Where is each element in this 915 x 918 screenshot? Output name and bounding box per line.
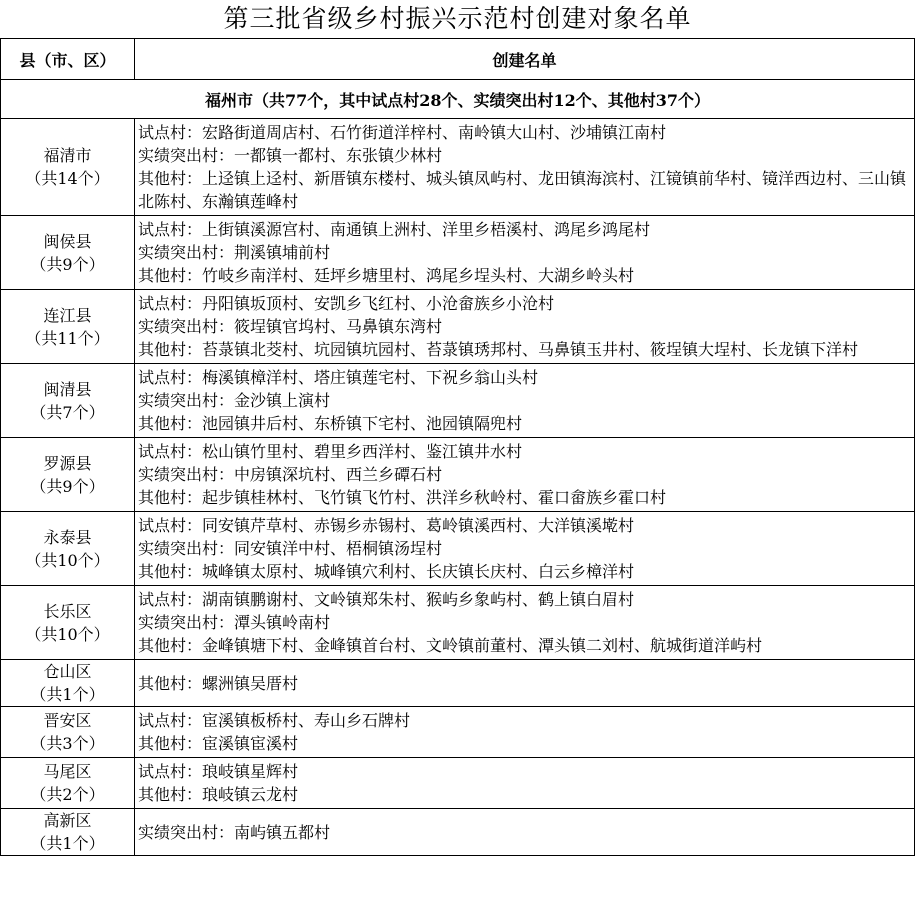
village-category-line: 其他村：螺洲镇吴厝村 xyxy=(138,673,299,693)
village-names-cell xyxy=(135,758,915,809)
village-names-cell xyxy=(135,290,915,364)
village-category-line: 实绩突出村：南屿镇五都村 xyxy=(138,822,331,842)
county-cell xyxy=(1,707,135,758)
county-count: （共9个） xyxy=(30,476,105,496)
county-name: 高新区 xyxy=(43,811,92,830)
village-names-cell xyxy=(135,216,915,290)
header-list: 创建名单 xyxy=(135,39,915,80)
county-cell xyxy=(1,512,135,586)
village-category-line: 实绩突出村：中房镇深坑村、西兰乡磹石村 xyxy=(138,465,443,484)
county-row xyxy=(1,290,915,364)
county-row xyxy=(1,119,915,216)
county-row xyxy=(1,660,915,707)
county-count: （共7个） xyxy=(30,402,105,422)
county-name: 长乐区 xyxy=(43,601,92,621)
village-names-cell xyxy=(135,707,915,758)
county-cell xyxy=(1,290,135,364)
county-name: 福清市 xyxy=(43,146,92,165)
county-count: （共2个） xyxy=(30,785,105,804)
county-row xyxy=(1,512,915,586)
village-category-line: 其他村：宦溪镇宦溪村 xyxy=(138,734,299,753)
village-category-line: 试点村：上街镇溪源宫村、南通镇上洲村、洋里乡梧溪村、鸿尾乡鸿尾村 xyxy=(138,220,651,239)
county-name: 闽侯县 xyxy=(43,231,92,251)
county-name: 永泰县 xyxy=(43,527,92,547)
village-names-cell xyxy=(135,809,915,856)
county-cell xyxy=(1,216,135,290)
village-names-cell xyxy=(135,512,915,586)
county-row xyxy=(1,438,915,512)
village-category-line: 实绩突出村：金沙镇上演村 xyxy=(138,391,331,410)
village-category-line: 其他村：苔菉镇北茭村、坑园镇坑园村、苔菉镇琇邦村、马鼻镇玉井村、筱埕镇大埕村、长龙镇下洋村 xyxy=(138,340,859,359)
county-count: （共1个） xyxy=(30,834,105,853)
village-category-line: 实绩突出村：一都镇一都村、东张镇少林村 xyxy=(138,146,443,165)
village-category-line: 其他村：起步镇桂林村、飞竹镇飞竹村、洪洋乡秋岭村、霍口畲族乡霍口村 xyxy=(138,488,667,507)
village-category-line: 实绩突出村：同安镇洋中村、梧桐镇汤埕村 xyxy=(138,539,443,558)
county-name: 仓山区 xyxy=(43,662,92,681)
city-row xyxy=(1,80,915,119)
village-category-line: 其他村：池园镇井后村、东桥镇下宅村、池园镇隔兜村 xyxy=(138,414,523,433)
village-category-line: 实绩突出村：筱埕镇官坞村、马鼻镇东湾村 xyxy=(138,317,443,336)
header-county: 县（市、区） xyxy=(1,39,135,80)
village-names-cell xyxy=(135,438,915,512)
county-row xyxy=(1,809,915,856)
county-cell xyxy=(1,809,135,856)
village-names-cell xyxy=(135,364,915,438)
village-category-line: 试点村：梅溪镇樟洋村、塔庄镇莲宅村、下祝乡翁山头村 xyxy=(138,368,539,387)
county-row xyxy=(1,216,915,290)
village-category-line: 试点村：宦溪镇板桥村、寿山乡石牌村 xyxy=(138,711,411,730)
village-category-line: 试点村：琅岐镇星辉村 xyxy=(138,762,299,781)
document-title: 第三批省级乡村振兴示范村创建对象名单 xyxy=(223,4,692,33)
county-cell xyxy=(1,438,135,512)
county-count: （共9个） xyxy=(30,254,105,274)
county-count: （共3个） xyxy=(30,734,105,753)
county-row xyxy=(1,586,915,660)
village-names-cell xyxy=(135,119,915,216)
city-summary: 福州市（共77个，其中试点村28个、实绩突出村12个、其他村37个） xyxy=(1,80,915,119)
village-list-table xyxy=(0,38,915,856)
village-category-line: 其他村：琅岐镇云龙村 xyxy=(138,785,299,804)
village-names-cell xyxy=(135,586,915,660)
county-row xyxy=(1,758,915,809)
village-names-cell xyxy=(135,660,915,707)
village-category-line: 其他村：竹岐乡南洋村、廷坪乡塘里村、鸿尾乡埕头村、大湖乡岭头村 xyxy=(138,266,635,285)
county-cell xyxy=(1,758,135,809)
county-count: （共10个） xyxy=(25,550,110,570)
village-category-line: 其他村：上迳镇上迳村、新厝镇东楼村、城头镇凤屿村、龙田镇海滨村、江镜镇前华村、镜洋西边村、三山镇北陈村、东瀚镇莲峰村 xyxy=(138,169,907,211)
village-category-line: 试点村：湖南镇鹏谢村、文岭镇郑朱村、猴屿乡象屿村、鹤上镇白眉村 xyxy=(138,590,635,609)
county-row xyxy=(1,707,915,758)
county-name: 连江县 xyxy=(43,305,92,325)
village-category-line: 试点村：松山镇竹里村、碧里乡西洋村、鉴江镇井水村 xyxy=(138,442,523,461)
county-name: 罗源县 xyxy=(43,453,92,473)
county-count: （共14个） xyxy=(25,169,110,188)
county-cell xyxy=(1,364,135,438)
county-count: （共1个） xyxy=(30,685,105,704)
county-cell xyxy=(1,586,135,660)
header-row xyxy=(1,39,915,80)
village-category-line: 实绩突出村：荆溪镇埔前村 xyxy=(138,243,331,262)
county-count: （共10个） xyxy=(25,624,110,644)
village-category-line: 试点村：宏路街道周店村、石竹街道洋梓村、南岭镇大山村、沙埔镇江南村 xyxy=(138,123,667,142)
county-name: 闽清县 xyxy=(43,379,92,399)
county-cell xyxy=(1,660,135,707)
village-category-line: 其他村：金峰镇塘下村、金峰镇首台村、文岭镇前董村、潭头镇二刘村、航城街道洋屿村 xyxy=(138,636,763,655)
county-row xyxy=(1,364,915,438)
county-count: （共11个） xyxy=(25,328,110,348)
county-name: 马尾区 xyxy=(43,762,92,781)
village-category-line: 试点村：丹阳镇坂顶村、安凯乡飞红村、小沧畲族乡小沧村 xyxy=(138,294,555,313)
county-cell xyxy=(1,119,135,216)
village-category-line: 其他村：城峰镇太原村、城峰镇穴利村、长庆镇长庆村、白云乡樟洋村 xyxy=(138,562,635,581)
county-name: 晋安区 xyxy=(43,711,92,730)
village-category-line: 实绩突出村：潭头镇岭南村 xyxy=(138,613,331,632)
village-category-line: 试点村：同安镇芹草村、赤锡乡赤锡村、葛岭镇溪西村、大洋镇溪墘村 xyxy=(138,516,635,535)
